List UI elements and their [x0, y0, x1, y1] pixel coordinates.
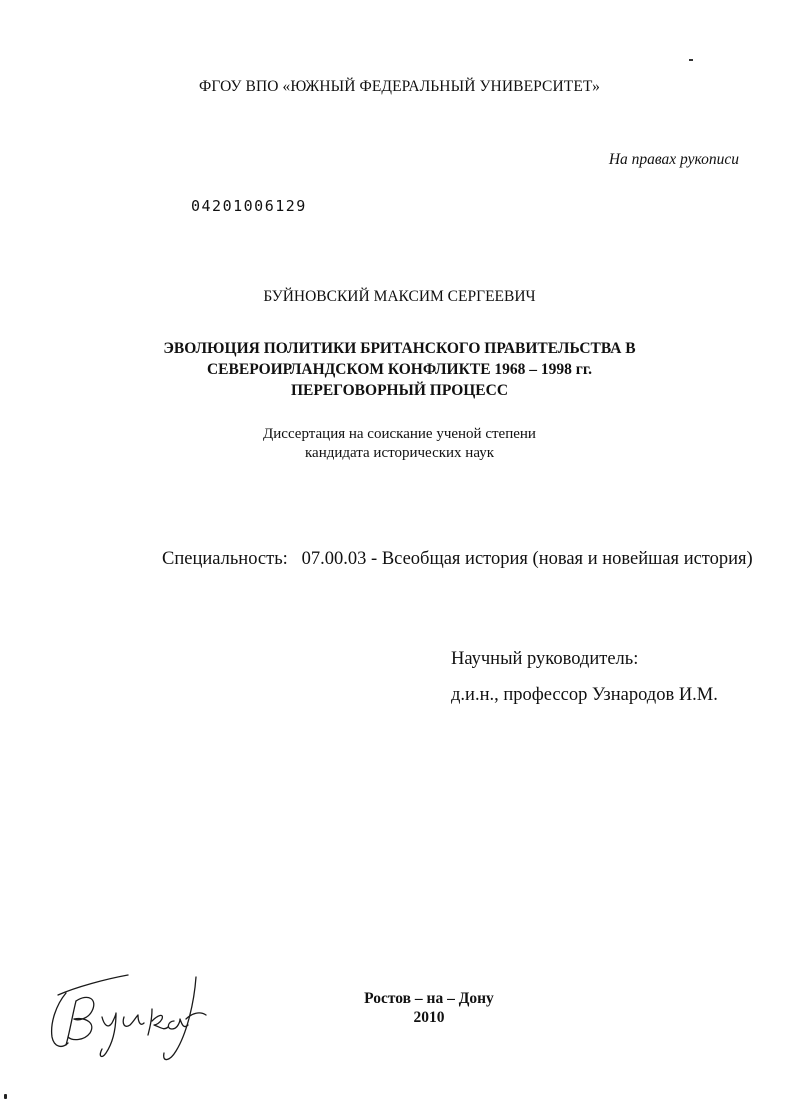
advisor-name: д.и.н., профессор Узнародов И.М.	[451, 685, 718, 705]
scan-artifact-mark-bottom	[4, 1094, 7, 1099]
degree-statement	[0, 425, 799, 463]
scan-artifact-mark	[689, 59, 693, 61]
university-name: ФГОУ ВПО «ЮЖНЫЙ ФЕДЕРАЛЬНЫЙ УНИВЕРСИТЕТ»	[199, 78, 600, 95]
title-line-1: ЭВОЛЮЦИЯ ПОЛИТИКИ БРИТАНСКОГО ПРАВИТЕЛЬСТВА В	[163, 340, 636, 357]
author-name: БУЙНОВСКИЙ МАКСИМ СЕРГЕЕВИЧ	[263, 288, 536, 305]
publication-place-year	[359, 989, 499, 1027]
title-line-2: СЕВЕРОИРЛАНДСКОМ КОНФЛИКТЕ 1968 – 1998 гг.	[206, 361, 592, 378]
publication-year: 2010	[413, 1009, 445, 1026]
publication-city: Ростов – на – Дону	[364, 990, 494, 1007]
manuscript-rights-note: На правах рукописи	[608, 151, 739, 168]
specialty-line: Специальность: 07.00.03 - Всеобщая история (новая и новейшая история)	[162, 549, 753, 569]
dissertation-title	[0, 338, 799, 401]
handwritten-signature	[36, 965, 226, 1065]
advisor-label: Научный руководитель:	[451, 649, 639, 669]
degree-line-2: кандидата исторических наук	[304, 445, 495, 461]
degree-line-1: Диссертация на соискание ученой степени	[263, 426, 536, 442]
title-line-3: ПЕРЕГОВОРНЫЙ ПРОЦЕСС	[290, 382, 509, 399]
registration-number: 04201006129	[191, 197, 307, 215]
